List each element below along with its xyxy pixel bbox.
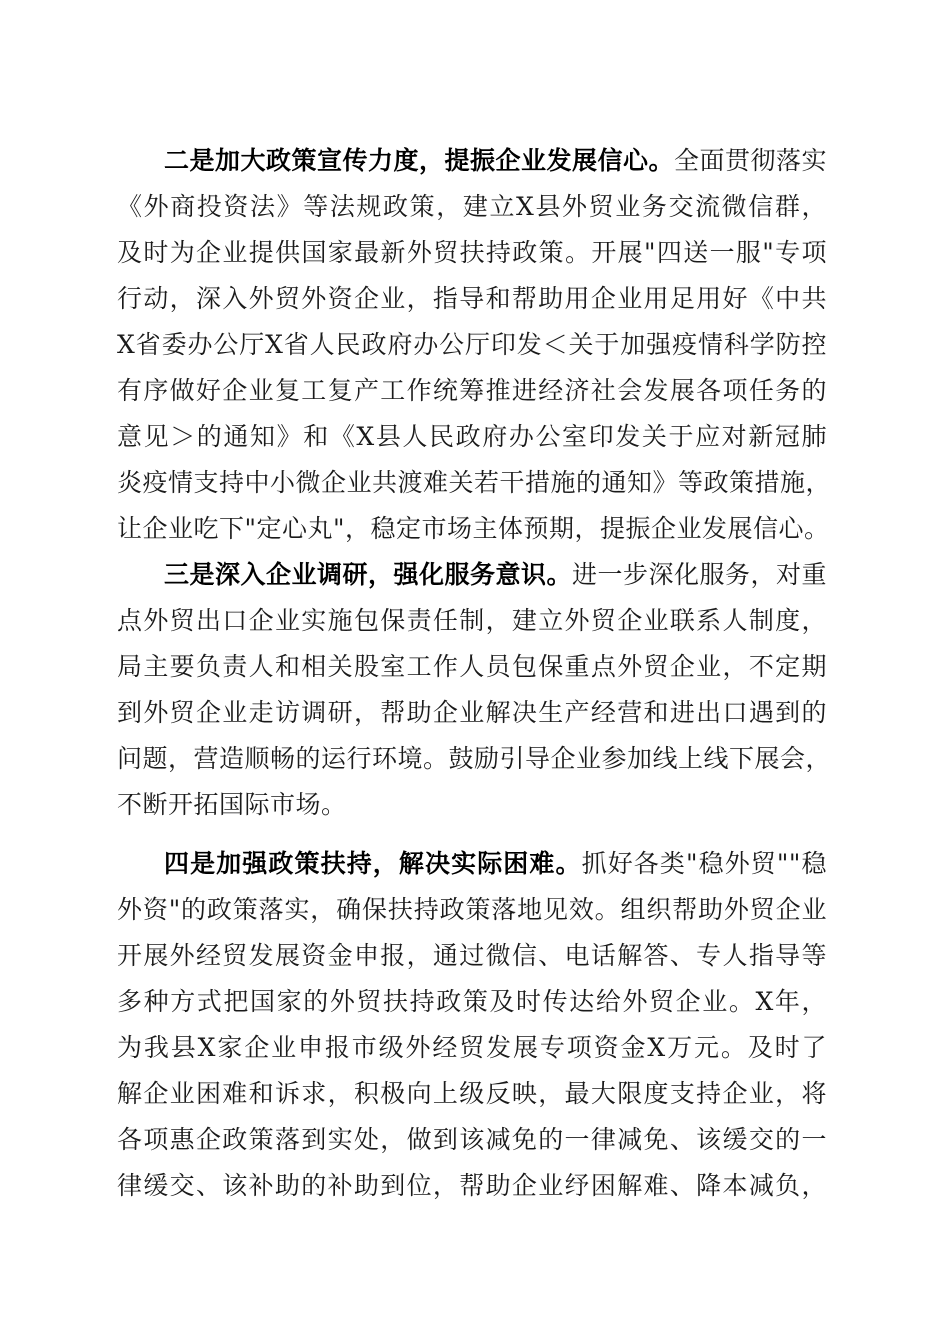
paragraph-line: 有序做好企业复工复产工作统筹推进经济社会发展各项任务的: [117, 376, 827, 405]
paragraph-line: X省委办公厅X省人民政府办公厅印发＜关于加强疫情科学防控: [117, 330, 827, 359]
paragraph-line: 到外贸企业走访调研，帮助企业解决生产经营和进出口遇到的: [117, 698, 827, 727]
paragraph-line: 律缓交、该补助的补助到位，帮助企业纾困解难、降本减负，: [117, 1171, 827, 1200]
paragraph-line: 《外商投资法》等法规政策，建立X县外贸业务交流微信群，: [117, 192, 827, 221]
paragraph-line: [164, 846, 827, 882]
paragraph-line: 多种方式把国家的外贸扶持政策及时传达给外贸企业。X年，: [117, 987, 827, 1016]
paragraph-line: 炎疫情支持中小微企业共渡难关若干措施的通知》等政策措施，: [117, 468, 832, 497]
paragraph-heading: 二是加大政策宣传力度，提振企业发展信心。: [164, 146, 675, 175]
paragraph-text: 抓好各类"稳外贸""稳: [581, 849, 827, 878]
paragraph-line: 开展外经贸发展资金申报，通过微信、电话解答、专人指导等: [117, 941, 827, 970]
paragraph-line: 问题，营造顺畅的运行环境。鼓励引导企业参加线上线下展会，: [117, 744, 832, 773]
paragraph-line: 点外贸出口企业实施包保责任制，建立外贸企业联系人制度，: [117, 606, 827, 635]
paragraph-line: 局主要负责人和相关股室工作人员包保重点外贸企业，不定期: [117, 652, 827, 681]
paragraph-line: 意见＞的通知》和《X县人民政府办公室印发关于应对新冠肺: [117, 422, 827, 451]
paragraph-line: 各项惠企政策落到实处，做到该减免的一律减免、该缓交的一: [117, 1125, 827, 1154]
paragraph-line: 不断开拓国际市场。: [117, 790, 347, 819]
paragraph-line: 外资"的政策落实，确保扶持政策落地见效。组织帮助外贸企业: [117, 895, 827, 924]
paragraph-line: 让企业吃下"定心丸"，稳定市场主体预期，提振企业发展信心。: [117, 514, 830, 543]
paragraph-heading: 四是加强政策扶持，解决实际困难。: [164, 849, 582, 878]
paragraph-line: [164, 143, 827, 179]
paragraph-text: 进一步深化服务，对重: [572, 560, 828, 589]
paragraph-line: 行动，深入外贸外资企业，指导和帮助用企业用足用好《中共: [117, 284, 827, 313]
paragraph-text: 全面贯彻落实: [674, 146, 828, 175]
paragraph-line: 及时为企业提供国家最新外贸扶持政策。开展"四送一服"专项: [117, 238, 827, 267]
paragraph-line: 为我县X家企业申报市级外经贸发展专项资金X万元。及时了: [117, 1033, 827, 1062]
paragraph-line: [164, 557, 827, 593]
paragraph-line: 解企业困难和诉求，积极向上级反映，最大限度支持企业，将: [117, 1079, 827, 1108]
paragraph-heading: 三是深入企业调研，强化服务意识。: [164, 560, 573, 589]
